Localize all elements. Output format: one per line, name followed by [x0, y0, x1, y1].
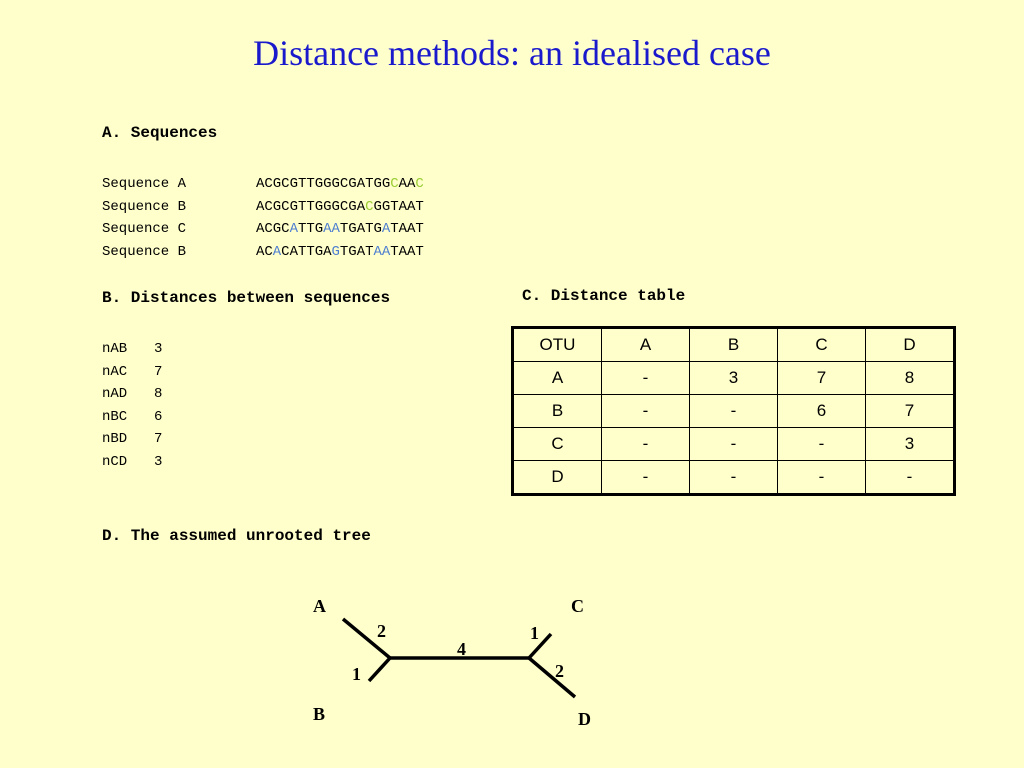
- branch-length-internal: 4: [457, 639, 466, 659]
- table-cell: -: [602, 428, 690, 461]
- distance-name: nBD: [102, 431, 128, 448]
- section-c-heading: C. Distance table: [522, 287, 686, 305]
- table-cell: C: [778, 328, 866, 362]
- sequence-string: ACGCATTGAATGATGATAAT: [256, 221, 424, 237]
- table-cell: B: [513, 395, 602, 428]
- table-cell: C: [513, 428, 602, 461]
- table-cell: -: [778, 461, 866, 495]
- sequence-string: ACGCGTTGGGCGATGGCAAC: [256, 176, 424, 192]
- table-cell: D: [513, 461, 602, 495]
- distance-value: 7: [154, 363, 163, 380]
- table-cell: -: [602, 395, 690, 428]
- distance-value: 8: [154, 386, 163, 403]
- table-cell: 7: [866, 395, 955, 428]
- branch-b: [369, 658, 390, 681]
- table-cell: D: [866, 328, 955, 362]
- distance-name: nAD: [102, 386, 128, 403]
- branch-length-a: 2: [377, 621, 386, 641]
- sequence-label: Sequence A: [102, 176, 187, 192]
- table-cell: 3: [866, 428, 955, 461]
- table-cell: 6: [778, 395, 866, 428]
- leaf-label-c: C: [571, 596, 584, 616]
- table-cell: -: [778, 428, 866, 461]
- branch-d: [529, 658, 575, 697]
- sequence-label: Sequence C: [102, 221, 187, 237]
- branch-length-d: 2: [555, 661, 564, 681]
- distance-value: 6: [154, 408, 163, 425]
- table-cell: 8: [866, 362, 955, 395]
- distance-name: nCD: [102, 454, 128, 470]
- table-cell: B: [690, 328, 778, 362]
- table-cell: -: [602, 461, 690, 495]
- distance-name: nAC: [102, 363, 128, 380]
- table-cell: 3: [690, 362, 778, 395]
- table-cell: -: [690, 395, 778, 428]
- table-cell: -: [690, 428, 778, 461]
- page-title: Distance methods: an idealised case: [253, 33, 771, 73]
- section-b-heading: B. Distances between sequences: [102, 289, 391, 307]
- branch-length-b: 1: [352, 664, 361, 684]
- leaf-label-d: D: [578, 709, 591, 729]
- table-cell: OTU: [513, 328, 602, 362]
- distance-value: 7: [154, 431, 163, 448]
- distance-value: 3: [154, 454, 163, 470]
- table-cell: -: [866, 461, 955, 495]
- table-cell: -: [602, 362, 690, 395]
- section-d-heading: D. The assumed unrooted tree: [102, 527, 371, 545]
- leaf-label-a: A: [313, 596, 326, 616]
- distance-value: 3: [154, 341, 163, 357]
- table-cell: A: [602, 328, 690, 362]
- distance-name: nAB: [102, 341, 128, 357]
- branch-length-c: 1: [530, 623, 539, 643]
- table-cell: 7: [778, 362, 866, 395]
- sequence-string: ACACATTGAGTGATAATAAT: [256, 243, 424, 260]
- leaf-label-b: B: [313, 704, 326, 724]
- sequence-label: Sequence B: [102, 243, 187, 260]
- table-cell: A: [513, 362, 602, 395]
- sequence-string: ACGCGTTGGGCGACGGTAAT: [256, 198, 424, 215]
- sequence-label: Sequence B: [102, 198, 187, 215]
- table-cell: -: [690, 461, 778, 495]
- distance-name: nBC: [102, 408, 128, 425]
- section-a-heading: A. Sequences: [102, 124, 218, 142]
